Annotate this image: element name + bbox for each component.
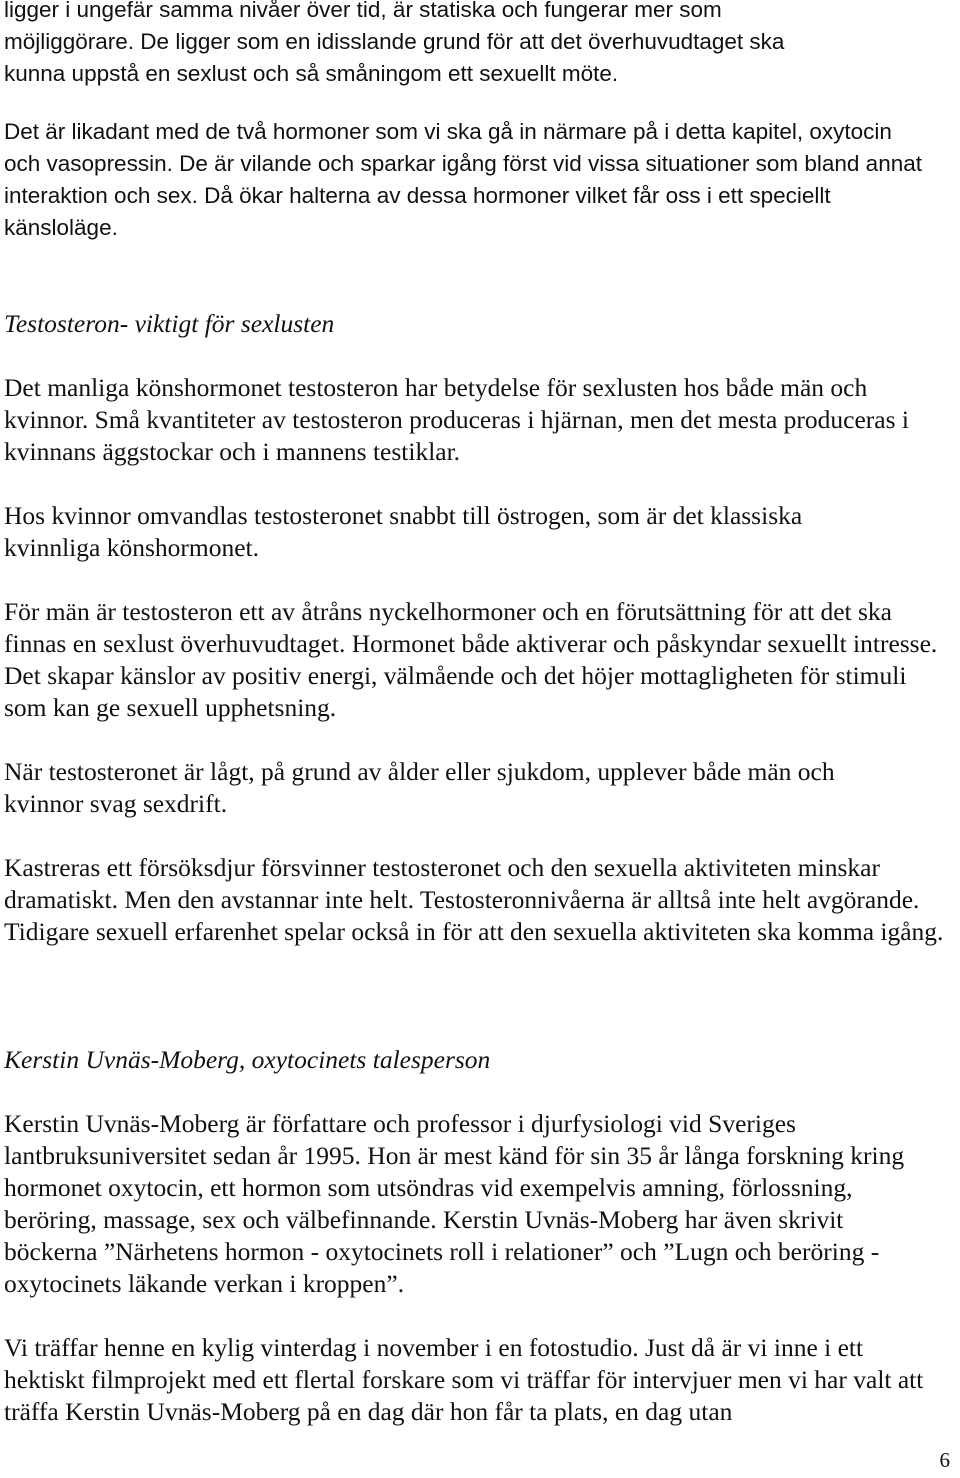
paragraph-testosteron-intro: Det manliga könshormonet testosteron har betydelse för sexlusten hos både män och kvinnor. Små kvantiteter av testosteron produceras i hjärnan, men det mesta produceras i kvinnans äggstockar och i mannens testiklar. xyxy=(4,373,909,466)
paragraph-kvinnor-ostrogen: Hos kvinnor omvandlas testosteronet snabbt till östrogen, som är det klassiska kvinnliga könshormonet. xyxy=(4,501,803,562)
paragraph-oxytocin-vasopressin: Det är likadant med de två hormoner som vi ska gå in närmare på i detta kapitel, oxytocin och vasopressin. De är vilande och sparkar igång först vid vissa situationer som bland annat interaktion och sex. Då ökar halterna av dessa hormoner vilket får oss i ett speciellt känsloläge. xyxy=(4,119,922,240)
paragraph-lagt-testosteron: När testosteronet är lågt, på grund av ålder eller sjukdom, upplever både män och kvinnor svag sexdrift. xyxy=(4,757,835,818)
section-heading-testosteron: Testosteron- viktigt för sexlusten xyxy=(4,309,335,338)
paragraph-intro: ligger i ungefär samma nivåer över tid, är statiska och fungerar mer som möjliggörare. De ligger som en idisslande grund för att det överhuvudtaget ska kunna uppstå en sexlust och så småningom ett sexuellt möte. xyxy=(4,0,785,86)
paragraph-kastrering: Kastreras ett försöksdjur försvinner testosteronet och den sexuella aktiviteten minskar dramatiskt. Men den avstannar inte helt. Testosteronnivåerna är alltså inte helt avgörande. Tidigare sexuell erfarenhet spelar också in för att den sexuella aktiviteten ska komma igång. xyxy=(4,853,944,946)
section-heading-kerstin: Kerstin Uvnäs-Moberg, oxytocinets talesperson xyxy=(4,1045,491,1074)
paragraph-fotostudio: Vi träffar henne en kylig vinterdag i november i en fotostudio. Just då är vi inne i ett hektiskt filmprojekt med ett flertal forskare som vi träffar för intervjuer men vi har valt att träffa Kerstin Uvnäs-Moberg på en dag där hon får ta plats, en dag utan xyxy=(4,1333,924,1426)
page-number: 6 xyxy=(939,1448,950,1472)
paragraph-kerstin-bio: Kerstin Uvnäs-Moberg är författare och professor i djurfysiologi vid Sveriges lantbruksuniversitet sedan år 1995. Hon är mest känd för sin 35 år långa forskning kring hormonet oxytocin, ett hormon som utsöndras vid exempelvis amning, förlossning, beröring, massage, sex och välbefinnande. Kerstin Uvnäs-Moberg har även skrivit böckerna ”Närhetens hormon - oxytocinets roll i relationer” och ”Lugn och beröring - oxytocinets läkande verkan i kroppen”. xyxy=(4,1109,905,1298)
paragraph-man-testosteron: För män är testosteron ett av åtråns nyckelhormoner och en förutsättning för att det ska finnas en sexlust överhuvudtaget. Hormonet både aktiverar och påskyndar sexuellt intresse. Det skapar känslor av positiv energi, välmående och det höjer mottagligheten för stimuli som kan ge sexuell upphetsning. xyxy=(4,597,938,722)
